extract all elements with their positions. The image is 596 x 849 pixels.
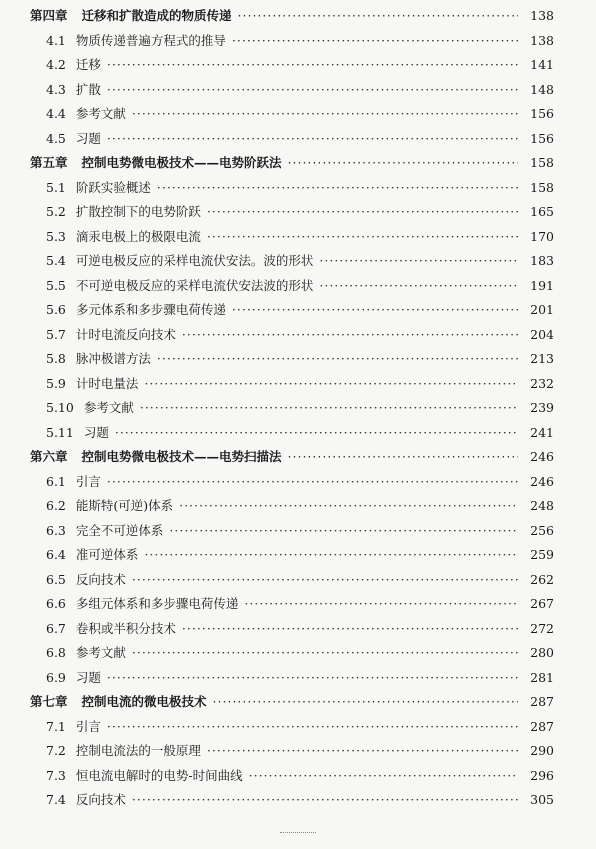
- toc-entry-title: 完全不可逆体系: [75, 522, 164, 538]
- toc-entry-number: 6.1: [46, 473, 66, 489]
- dot-leader: [207, 743, 518, 758]
- toc-section-entry[interactable]: [0, 741, 596, 766]
- dot-leader: [157, 180, 518, 195]
- toc-entry-number: 第四章: [30, 8, 68, 23]
- toc-entry-title: 阶跃实验概述: [75, 179, 151, 195]
- toc-entry-number: 5.6: [46, 302, 66, 317]
- toc-entry-title: 准可逆体系: [75, 547, 139, 562]
- toc-entry-number: 6.7: [46, 620, 66, 636]
- toc-entry-page-number: 280: [530, 645, 554, 660]
- toc-entry-number: 第七章: [30, 694, 68, 709]
- toc-entry-page-number: 183: [530, 253, 554, 268]
- toc-entry-number: 6.4: [46, 547, 66, 562]
- toc-entry-number: 6.5: [46, 571, 66, 587]
- toc-entry-number: 6.9: [46, 669, 66, 685]
- toc-entry-title: 多组元体系和多步骤电荷传递: [75, 596, 239, 611]
- toc-chapter-entry[interactable]: [0, 692, 596, 717]
- toc-entry-title: 扩散控制下的电势阶跃: [75, 204, 201, 219]
- toc-entry-number: 4.4: [46, 106, 66, 121]
- toc-entry-page-number: 156: [530, 130, 554, 146]
- toc-section-entry[interactable]: [0, 227, 596, 252]
- toc-entry-title: 可逆电极反应的采样电流伏安法。波的形状: [75, 253, 314, 268]
- toc-entry-title: 不可逆电极反应的采样电流伏安法波的形状: [75, 277, 314, 293]
- toc-entry-page-number: 246: [530, 449, 554, 464]
- dot-leader: [144, 547, 518, 562]
- toc-section-entry[interactable]: [0, 31, 596, 56]
- toc-entry-title: 物质传递普遍方程式的推导: [75, 32, 226, 48]
- toc-entry-title: 控制电势微电极技术——电势扫描法: [81, 449, 282, 464]
- toc-section-entry[interactable]: [0, 80, 596, 105]
- toc-entry-page-number: 256: [530, 522, 554, 538]
- toc-section-entry[interactable]: [0, 300, 596, 325]
- dot-leader: [179, 498, 518, 513]
- toc-section-entry[interactable]: [0, 398, 596, 423]
- toc-entry-title: 计时电量法: [75, 375, 139, 391]
- toc-entry-page-number: 158: [530, 155, 554, 170]
- toc-entry-page-number: 290: [530, 743, 554, 758]
- toc-entry-page-number: 248: [530, 498, 554, 513]
- toc-entry-title: 脉冲极谱方法: [75, 351, 151, 366]
- toc-section-entry[interactable]: [0, 349, 596, 374]
- dot-leader: [144, 376, 518, 391]
- dot-leader: [107, 82, 518, 97]
- toc-entry-number: 7.2: [46, 743, 66, 758]
- dot-leader: [169, 523, 518, 538]
- toc-section-entry[interactable]: [0, 643, 596, 668]
- dot-leader: [182, 327, 518, 342]
- toc-entry-page-number: 201: [530, 302, 554, 317]
- toc-entry-title: 滴汞电极上的极限电流: [75, 228, 201, 244]
- dot-leader: [107, 131, 518, 146]
- toc-section-entry[interactable]: [0, 545, 596, 570]
- toc-entry-page-number: 232: [530, 375, 554, 391]
- page-footer-mark: [280, 832, 316, 837]
- toc-section-entry[interactable]: [0, 178, 596, 203]
- toc-section-entry[interactable]: [0, 594, 596, 619]
- toc-entry-page-number: 246: [530, 473, 554, 489]
- dot-leader: [182, 621, 518, 636]
- toc-entry-page-number: 170: [530, 228, 554, 244]
- dot-leader: [207, 204, 518, 219]
- toc-entry-title: 习题: [75, 669, 101, 685]
- dot-leader: [157, 351, 518, 366]
- toc-entry-number: 6.2: [46, 498, 66, 513]
- toc-entry-number: 7.1: [46, 718, 66, 734]
- toc-section-entry[interactable]: [0, 325, 596, 350]
- toc-entry-title: 恒电流电解时的电势-时间曲线: [75, 767, 243, 783]
- toc-entry-number: 第五章: [30, 155, 68, 170]
- toc-section-entry[interactable]: [0, 276, 596, 301]
- toc-section-entry[interactable]: [0, 55, 596, 80]
- toc-entry-page-number: 141: [530, 57, 554, 72]
- toc-entry-number: 6.6: [46, 596, 66, 611]
- dot-leader: [249, 768, 518, 783]
- toc-entry-title: 反向技术: [75, 571, 126, 587]
- toc-entry-number: 6.8: [46, 645, 66, 660]
- toc-entry-number: 5.9: [46, 375, 66, 391]
- toc-section-entry[interactable]: [0, 668, 596, 693]
- dot-leader: [232, 33, 518, 48]
- toc-entry-page-number: 138: [530, 32, 554, 48]
- toc-section-entry[interactable]: [0, 619, 596, 644]
- toc-entry-title: 多元体系和多步骤电荷传递: [75, 302, 226, 317]
- toc-entry-number: 6.3: [46, 522, 66, 538]
- dot-leader: [319, 253, 518, 268]
- dot-leader: [132, 572, 518, 587]
- toc-entry-title: 习题: [75, 130, 101, 146]
- toc-entry-page-number: 267: [530, 596, 554, 611]
- toc-entry-title: 控制电势微电极技术——电势阶跃法: [81, 155, 282, 170]
- toc-section-entry[interactable]: [0, 202, 596, 227]
- toc-section-entry[interactable]: [0, 129, 596, 154]
- toc-entry-title: 扩散: [75, 81, 101, 97]
- toc-section-entry[interactable]: [0, 374, 596, 399]
- toc-entry-title: 反向技术: [75, 792, 126, 807]
- dot-leader: [115, 425, 518, 440]
- toc-entry-page-number: 156: [530, 106, 554, 121]
- toc-entry-number: 5.7: [46, 326, 66, 342]
- toc-entry-number: 5.8: [46, 351, 66, 366]
- toc-entry-page-number: 296: [530, 767, 554, 783]
- toc-entry-number: 5.5: [46, 277, 66, 293]
- toc-entry-page-number: 138: [530, 8, 554, 23]
- toc-entry-title: 迁移: [75, 57, 101, 72]
- toc-entry-page-number: 239: [530, 400, 554, 415]
- toc-entry-page-number: 165: [530, 204, 554, 219]
- toc-chapter-entry[interactable]: [0, 6, 596, 31]
- dot-leader: [288, 449, 518, 464]
- dot-leader: [107, 57, 518, 72]
- dot-leader: [288, 155, 518, 170]
- toc-entry-title: 控制电流的微电极技术: [81, 694, 207, 709]
- toc-entry-page-number: 281: [530, 669, 554, 685]
- toc-chapter-entry[interactable]: [0, 153, 596, 178]
- toc-entry-number: 5.2: [46, 204, 66, 219]
- dot-leader: [207, 229, 518, 244]
- toc-entry-page-number: 158: [530, 179, 554, 195]
- dot-leader: [107, 719, 518, 734]
- toc-entry-title: 控制电流法的一般原理: [75, 743, 201, 758]
- toc-section-entry[interactable]: [0, 423, 596, 448]
- toc-entry-number: 4.5: [46, 130, 66, 146]
- toc-chapter-entry[interactable]: [0, 447, 596, 472]
- toc-section-entry[interactable]: [0, 717, 596, 742]
- toc-entry-page-number: 191: [530, 277, 554, 293]
- dot-leader: [107, 474, 518, 489]
- toc-entry-number: 4.3: [46, 81, 66, 97]
- toc-entry-number: 5.3: [46, 228, 66, 244]
- toc-entry-number: 4.1: [46, 32, 66, 48]
- dot-leader: [132, 645, 518, 660]
- toc-entry-title: 参考文献: [75, 106, 126, 121]
- toc-entry-page-number: 287: [530, 718, 554, 734]
- toc-entry-title: 能斯特(可逆)体系: [75, 498, 174, 513]
- toc-entry-number: 5.1: [46, 179, 66, 195]
- toc-entry-title: 习题: [83, 424, 109, 440]
- toc-entry-title: 引言: [75, 473, 101, 489]
- toc-section-entry[interactable]: [0, 251, 596, 276]
- toc-entry-number: 4.2: [46, 57, 66, 72]
- toc-entry-page-number: 262: [530, 571, 554, 587]
- toc-entry-title: 参考文献: [83, 400, 134, 415]
- toc-entry-number: 5.10: [46, 400, 74, 415]
- toc-entry-title: 迁移和扩散造成的物质传递: [81, 8, 232, 23]
- toc-entry-title: 卷积或半积分技术: [75, 620, 176, 636]
- toc-entry-number: 第六章: [30, 449, 68, 464]
- toc-entry-page-number: 241: [530, 424, 554, 440]
- toc-entry-title: 参考文献: [75, 645, 126, 660]
- toc-entry-title: 引言: [75, 718, 101, 734]
- dot-leader: [132, 106, 518, 121]
- toc-entry-page-number: 259: [530, 547, 554, 562]
- toc-section-entry[interactable]: [0, 104, 596, 129]
- toc-entry-page-number: 213: [530, 351, 554, 366]
- toc-section-entry[interactable]: [0, 472, 596, 497]
- toc-section-entry[interactable]: [0, 766, 596, 791]
- toc-section-entry[interactable]: [0, 570, 596, 595]
- dot-leader: [132, 792, 518, 807]
- dot-leader: [140, 400, 518, 415]
- toc-entry-page-number: 287: [530, 694, 554, 709]
- dot-leader: [213, 694, 518, 709]
- dot-leader: [244, 596, 518, 611]
- toc-section-entry[interactable]: [0, 521, 596, 546]
- toc-entry-number: 5.11: [46, 424, 74, 440]
- toc-section-entry[interactable]: [0, 790, 596, 815]
- toc-entry-page-number: 148: [530, 81, 554, 97]
- toc-entry-number: 7.3: [46, 767, 66, 783]
- dot-leader: [319, 278, 518, 293]
- dot-leader: [107, 670, 518, 685]
- toc-entry-number: 7.4: [46, 792, 66, 807]
- toc-entry-title: 计时电流反向技术: [75, 326, 176, 342]
- dot-leader: [232, 302, 518, 317]
- toc-section-entry[interactable]: [0, 496, 596, 521]
- toc-entry-page-number: 272: [530, 620, 554, 636]
- toc-entry-page-number: 204: [530, 326, 554, 342]
- toc-entry-number: 5.4: [46, 253, 66, 268]
- toc-entry-page-number: 305: [530, 792, 554, 807]
- dot-leader: [238, 8, 518, 23]
- table-of-contents: [0, 6, 596, 815]
